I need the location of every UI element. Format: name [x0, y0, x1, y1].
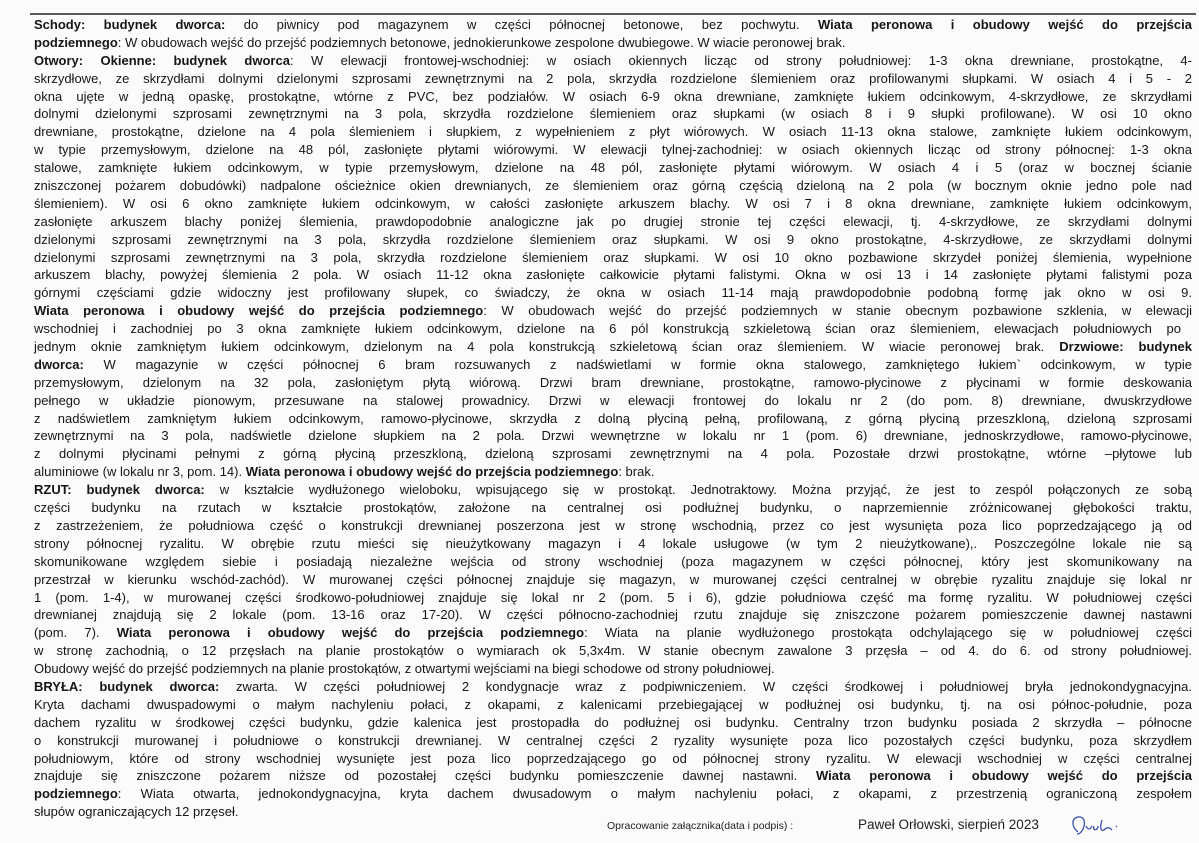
- text-line: [34, 123, 1192, 141]
- body-text: : Wiata na planie wydłużonego prostokąta odchylającego się w południowej części: [584, 625, 1193, 641]
- body-text: (pom. 7).: [34, 625, 117, 641]
- text-line-content: [34, 52, 1192, 70]
- text-line: [34, 767, 1192, 785]
- text-line: [34, 678, 1192, 696]
- section-heading: RZUT: budynek dworca:: [34, 482, 205, 498]
- text-line-content: [34, 34, 845, 52]
- body-text: zniszczonej pożarem dobudówki) nadpalone ościeżnice okien drewnianych, ze ślemieniem oraz górną częścią dzieloną na 2 pola (w bocznym oknie jedno pole nad: [34, 178, 1192, 194]
- text-line: [34, 606, 1192, 624]
- text-line-content: [34, 88, 1192, 106]
- body-text: drewnianej znajdują się 2 lokale (pom. 13-16 oraz 17-20). W części północno-zachodniej rzutu znajduje się zniszczone pożarem pomieszczenie dawnej nastawni: [34, 607, 1192, 623]
- document-body: [34, 16, 1192, 821]
- body-text: zwarta. W części południowej 2 kondygnacje wraz z podpiwniczeniem. W części środkowej i południowej bryła jednokondygnacyjna.: [219, 678, 1192, 694]
- body-text: zasłonięte arkuszem blachy poniżej ślemienia, prawdopodobnie analogiczne jak po drugiej stronie tej części elewacji, tj. 4-skrzydłowe, ze skrzydłami dolnymi: [34, 213, 1192, 229]
- text-line-content: [34, 374, 1192, 392]
- text-line-content: [34, 750, 1192, 768]
- body-text: Kryta dachami dwuspadowymi o małym nachyleniu połaci, z okapami, z kalenicami przebiegającej w podłużnej osi budynku, tj. na osi północ-południe, poza: [34, 696, 1192, 712]
- body-text: w kształcie wydłużonego wieloboku, wpisującego się w prostokąt. Jednotraktowy. Można przyjąć, że jest to zespól połączonych ze sobą: [204, 482, 1192, 498]
- body-text: dachem ryzalitu w środkowej części budynku, gdzie kalenica jest prostopadła do podłużnej osi budynku. Centralny trzon budynku posiada 2 skrzydła – północne: [34, 714, 1192, 730]
- text-line-content: [34, 213, 1192, 231]
- body-text: aluminiowe (w lokalu nr 3, pom. 14).: [34, 464, 246, 480]
- text-line: [34, 410, 1192, 428]
- section-heading: Wiata peronowa i obudowy wejść do przejścia: [818, 17, 1192, 32]
- body-text: strony północnej ryzalitu. W obrębie rzutu mieści się nieużytkowany magazyn i 4 lokale usługowe (w tym 2 nieużytkowane),. Poszczególne lokale nie są: [34, 535, 1192, 551]
- text-line-content: [34, 284, 1192, 302]
- body-text: znajduje się zniszczone pożarem niższe od pozostałej części budynku pomieszczenie dawnej nastawni.: [34, 768, 816, 784]
- body-text: dolnymi dzielonymi szprosami zewnętrznymi na 3 pola, skrzydła rozdzielone ślemieniem oraz słupkami (w osiach 8 i 9 słupki profilowane). W osi 10 okno: [34, 106, 1192, 122]
- body-text: południowym, które od strony wschodniej wysunięte jest poza lico poprzedzającego go od północnej strony ryzalitu. W elewacji wschodniej w części centralnej: [34, 750, 1192, 766]
- text-line: [34, 34, 1192, 52]
- section-heading: Otwory: Okienne: budynek dworca: [34, 52, 290, 68]
- section-heading: Schody: budynek dworca:: [34, 17, 226, 32]
- section-heading: Wiata peronowa i obudowy wejść do przejścia: [816, 768, 1192, 784]
- section-heading: BRYŁA: budynek dworca:: [34, 678, 220, 694]
- body-text: o konstrukcji murowanej i południowe o konstrukcji drewnianej. W centralnej części 2 ryzality wysunięte poza lico pozostałych części budynku, poza skrzydłem: [34, 732, 1192, 748]
- text-line-content: [34, 535, 1192, 553]
- text-line: [34, 105, 1192, 123]
- text-line-content: [34, 732, 1192, 750]
- text-line: [34, 660, 1192, 678]
- text-line: [34, 338, 1192, 356]
- text-line: [34, 624, 1192, 642]
- body-text: do piwnicy pod magazynem w części północnej betonowe, bez pochwytu.: [225, 17, 819, 32]
- body-text: : brak.: [618, 464, 655, 480]
- text-line-content: [34, 714, 1192, 732]
- text-line: [34, 231, 1192, 249]
- text-line-content: [34, 517, 1192, 535]
- section-heading: Wiata peronowa i obudowy wejść do przejścia podziemnego: [245, 464, 619, 480]
- section-heading: Wiata peronowa i obudowy wejść do przejścia podziemnego: [116, 625, 585, 641]
- text-line-content: [34, 553, 1192, 571]
- text-line: [34, 266, 1192, 284]
- text-line-content: [34, 481, 1192, 499]
- text-line: [34, 159, 1192, 177]
- body-text: 1 (pom. 1-4), w murowanej części środkowo-południowej znajduje się lokal nr 2 (pom. 5 i 6), gdzie południowa część ma formę ryzalitu. W południowej części: [34, 589, 1192, 605]
- body-text: W magazynie w części północnej 6 bram rozsuwanych z nadświetlami w formie okna stalowego, zamkniętego łukiem` odcinkowym, w typie: [83, 356, 1192, 372]
- text-line-content: [34, 767, 1192, 785]
- text-line-content: [34, 159, 1192, 177]
- section-heading: podziemnego: [34, 34, 118, 50]
- text-line-content: [34, 678, 1192, 696]
- top-rule: [30, 13, 1196, 15]
- text-line-content: [34, 338, 1192, 356]
- text-line-content: [34, 195, 1192, 213]
- text-line-content: [34, 70, 1192, 88]
- text-line-content: [34, 624, 1192, 642]
- text-line: [34, 374, 1192, 392]
- text-line-content: [34, 16, 1192, 34]
- text-line: [34, 320, 1192, 338]
- text-line: [34, 445, 1192, 463]
- text-line-content: [34, 606, 1192, 624]
- text-line: [34, 571, 1192, 589]
- text-line: [34, 70, 1192, 88]
- body-text: ślemieniem). W osi 6 okno zamknięte łukiem odcinkowym, w całości zasłonięte arkuszem blachy. W osi 7 i 8 okna drewniane, zamknięte łukiem odcinkowym,: [34, 195, 1192, 211]
- footer-signature-block: [598, 816, 1138, 838]
- body-text: przestrzał w kierunku wschód-zachód). W murowanej części północnej znajduje się magazyn, w murowanej części centralnej w obrębie ryzalitu znajduje się lokal nr: [34, 571, 1192, 587]
- body-text: z nadświetlem zamkniętym łukiem odcinkowym, ramowo-płycinowe, skrzydła z dolną płyciną pełną, profilowaną, z górną płyciną przeszkloną, dzieloną szprosami: [34, 410, 1192, 426]
- body-text: z dolnymi płycinami pełnymi z górną płyciną przeszkloną, dzieloną szprosami zewnętrznymi na 4 pola. Pozostałe drzwi prostokątne, wtórne –płytowe lub: [34, 446, 1192, 462]
- text-line: [34, 463, 1192, 481]
- handwritten-signature-icon: [1068, 812, 1128, 840]
- body-text: w typie przemysłowym, dzielone na 48 pól, zasłonięte płytami wiórowymi. W elewacji tylnej-zachodniej: w osiach okiennych licząc od strony północnej: 1-3 okna: [34, 142, 1192, 158]
- text-line: [34, 714, 1192, 732]
- body-text: dzielonymi szprosami zewnętrznymi na 3 pola, skrzydła rozdzielone ślemieniem oraz słupkami. W osi 9 okno prostokątne, 4-skrzydłowe, ze skrzydłami dolnymi: [34, 231, 1192, 247]
- text-line: [34, 177, 1192, 195]
- body-text: skrzydłowe, ze skrzydłami dolnymi dzielonymi szprosami zewnętrznymi na 2 pola, skrzydła rozdzielone ślemieniem oraz profilowanymi słupkami. W osiach 4 i 5 - 2: [34, 70, 1192, 86]
- text-line: [34, 88, 1192, 106]
- text-line-content: [34, 463, 654, 481]
- text-line-content: [34, 123, 1192, 141]
- text-line: [34, 481, 1192, 499]
- text-line-content: [34, 266, 1192, 284]
- body-text: : W elewacji frontowej-wschodniej: w osiach okiennych licząc od strony południowej: 1-3 okna drewniane, prostokątne, 4-: [289, 52, 1192, 68]
- body-text: Obudowy wejść do przejść podziemnych na planie prostokątów, z otwartymi wejściami na biegi schodowe od strony południowej.: [34, 661, 775, 677]
- body-text: zewnętrznymi na 3 pola, nadświetle dzielone słupkiem na 2 pola. Drzwi wewnętrzne w lokalu nr 1 (pom. 6) drewniane, jednoskrzydłowe, ramowo-płycinowe,: [34, 428, 1192, 444]
- body-text: jednym oknie zamkniętym łukiem odcinkowym, dzielonym na 4 pola konstrukcją szkieletową ścian oraz ślemieniem. W wiacie peronowej brak.: [34, 339, 1060, 355]
- text-line: [34, 427, 1192, 445]
- text-line: [34, 284, 1192, 302]
- text-line: [34, 785, 1192, 803]
- text-line: [34, 302, 1192, 320]
- text-line-content: [34, 356, 1192, 374]
- text-line: [34, 141, 1192, 159]
- text-line-content: [34, 231, 1192, 249]
- text-line-content: [34, 105, 1192, 123]
- footer-label: Opracowanie załącznika(data i podpis) :: [607, 820, 794, 832]
- text-line: [34, 750, 1192, 768]
- text-line: [34, 356, 1192, 374]
- text-line-content: [34, 660, 775, 678]
- text-line: [34, 553, 1192, 571]
- author-date: Paweł Orłowski, sierpień 2023: [858, 817, 1039, 832]
- body-text: : Wiata otwarta, jednokondygnacyjna, kryta dachem dwusadowym o małym nachyleniu połaci, z okapami, z przestrzenią ograniczoną zespołem: [117, 786, 1192, 802]
- text-line: [34, 589, 1192, 607]
- section-heading: Wiata peronowa i obudowy wejść do przejścia podziemnego: [34, 303, 484, 319]
- text-line: [34, 52, 1192, 70]
- body-text: : W obudowach wejść do przejść podziemnych w stanie obecnym pozbawione szklenia, w elewacji: [483, 303, 1193, 319]
- text-line: [34, 517, 1192, 535]
- body-text: przemysłowym, dzielonym na 32 pola, zasłoniętym płytą wiórową. Drzwi bram drewniane, prostokątne, ramowo-płycinowe z płycinami w formie deskowania: [34, 374, 1192, 390]
- body-text: części budynku na rzutach w kształcie prostokątów, założone na centralnej osi podłużnej budynku, o naprzemiennie zróżnicowanej głębokości traktu,: [34, 500, 1192, 516]
- body-text: okna ujęte w jedną opaskę, prostokątne, wtórne z PVC, bez podziałów. W osiach 6-9 okna drewniane, zamknięte łukiem odcinkowym, 4-skrzydłowe, ze skrzydłami: [34, 88, 1192, 104]
- text-line: [34, 249, 1192, 267]
- body-text: wschodniej i zachodniej po 3 okna zamknięte łukiem odcinkowym, dzielone na 6 pól konstrukcją szkieletową ścian oraz ślemieniem, elewacjach południowych po: [34, 321, 1181, 337]
- body-text: słupów ograniczających 12 przęseł.: [34, 804, 239, 820]
- body-text: z zastrzeżeniem, że południowa część o konstrukcji drewnianej poszerzona jest w stronę wschodnią, przez co jest wysunięta poza lico poprzedzającego ją od: [34, 517, 1192, 533]
- section-heading: dworca:: [34, 356, 84, 372]
- text-line-content: [34, 427, 1192, 445]
- text-line: [34, 213, 1192, 231]
- text-line: [34, 696, 1192, 714]
- section-heading: podziemnego: [34, 786, 118, 802]
- text-line-content: [34, 141, 1192, 159]
- text-line-content: [34, 589, 1192, 607]
- text-line: [34, 195, 1192, 213]
- text-line-content: [34, 696, 1192, 714]
- text-line: [34, 499, 1192, 517]
- body-text: : W obudowach wejść do przejść podziemnych betonowe, jednokierunkowe zespolone dwubiegowe. W wiacie peronowej brak.: [117, 34, 846, 50]
- text-line-content: [34, 571, 1192, 589]
- text-line: [34, 392, 1192, 410]
- text-line: [34, 16, 1192, 34]
- body-text: arkuszem blachy, powyżej ślemienia 2 pola. W osiach 11-12 okna zasłonięte całkowicie płytami falistymi. Okna w osi 13 i 14 zasłonięte płytami falistymi poza: [34, 267, 1192, 283]
- text-line-content: [34, 320, 1181, 338]
- text-line-content: [34, 785, 1192, 803]
- text-line-content: [34, 249, 1192, 267]
- text-line-content: [34, 177, 1192, 195]
- body-text: drewniane, prostokątne, dzielone na 4 pola ślemieniem i słupkiem, z wypełnieniem z płyt wiórowych. W osiach 11-13 okna stalowe, zamknięte łukiem odcinkowym,: [34, 124, 1192, 140]
- section-heading: Drzwiowe: budynek: [1059, 339, 1192, 355]
- body-text: pełnego w układzie pionowym, przesuwane na stalowej prowadnicy. Drzwi w elewacji frontowej do lokalu nr 2 (do pom. 8) drewniane, dwuskrzydłowe: [34, 392, 1192, 408]
- text-line: [34, 535, 1192, 553]
- text-line-content: [34, 302, 1192, 320]
- body-text: skomunikowane względem siebie i posiadają niezależne wejścia od strony wschodniej (poza magazynem w części północnej, który jest skomunikowany na: [34, 553, 1192, 569]
- text-line-content: [34, 803, 239, 821]
- text-line-content: [34, 410, 1192, 428]
- text-line: [34, 642, 1192, 660]
- body-text: górnymi częściami gdzie widoczny jest profilowany słupek, co świadczy, że okna w osiach 11-14 mają prawdopodobnie podobną formę jak okno w osi 9.: [34, 285, 1192, 301]
- text-line: [34, 732, 1192, 750]
- body-text: w stronę zachodnią, o 12 przęsłach na planie prostokątów o wymiarach ok 5,3x4m. W stanie obecnym zawalone 3 przęsła – od 4. do 6. od strony południowej.: [34, 643, 1192, 659]
- text-line-content: [34, 445, 1192, 463]
- text-line-content: [34, 499, 1192, 517]
- body-text: stalowe, zamknięte łukiem odcinkowym, w typie przemysłowym, dzielone na 48 pól, zasłonięte płytami wiórowym. W osiach 4 i 5 (oraz w bocznej ścianie: [34, 160, 1192, 176]
- text-line-content: [34, 392, 1192, 410]
- body-text: dzielonymi szprosami zewnętrznymi na 3 pola, skrzydła rozdzielone ślemieniem oraz słupkami. W osi 10 okno pozbawione skrzydeł poniżej ślemienia, wypełnione: [34, 249, 1192, 265]
- text-line-content: [34, 642, 1192, 660]
